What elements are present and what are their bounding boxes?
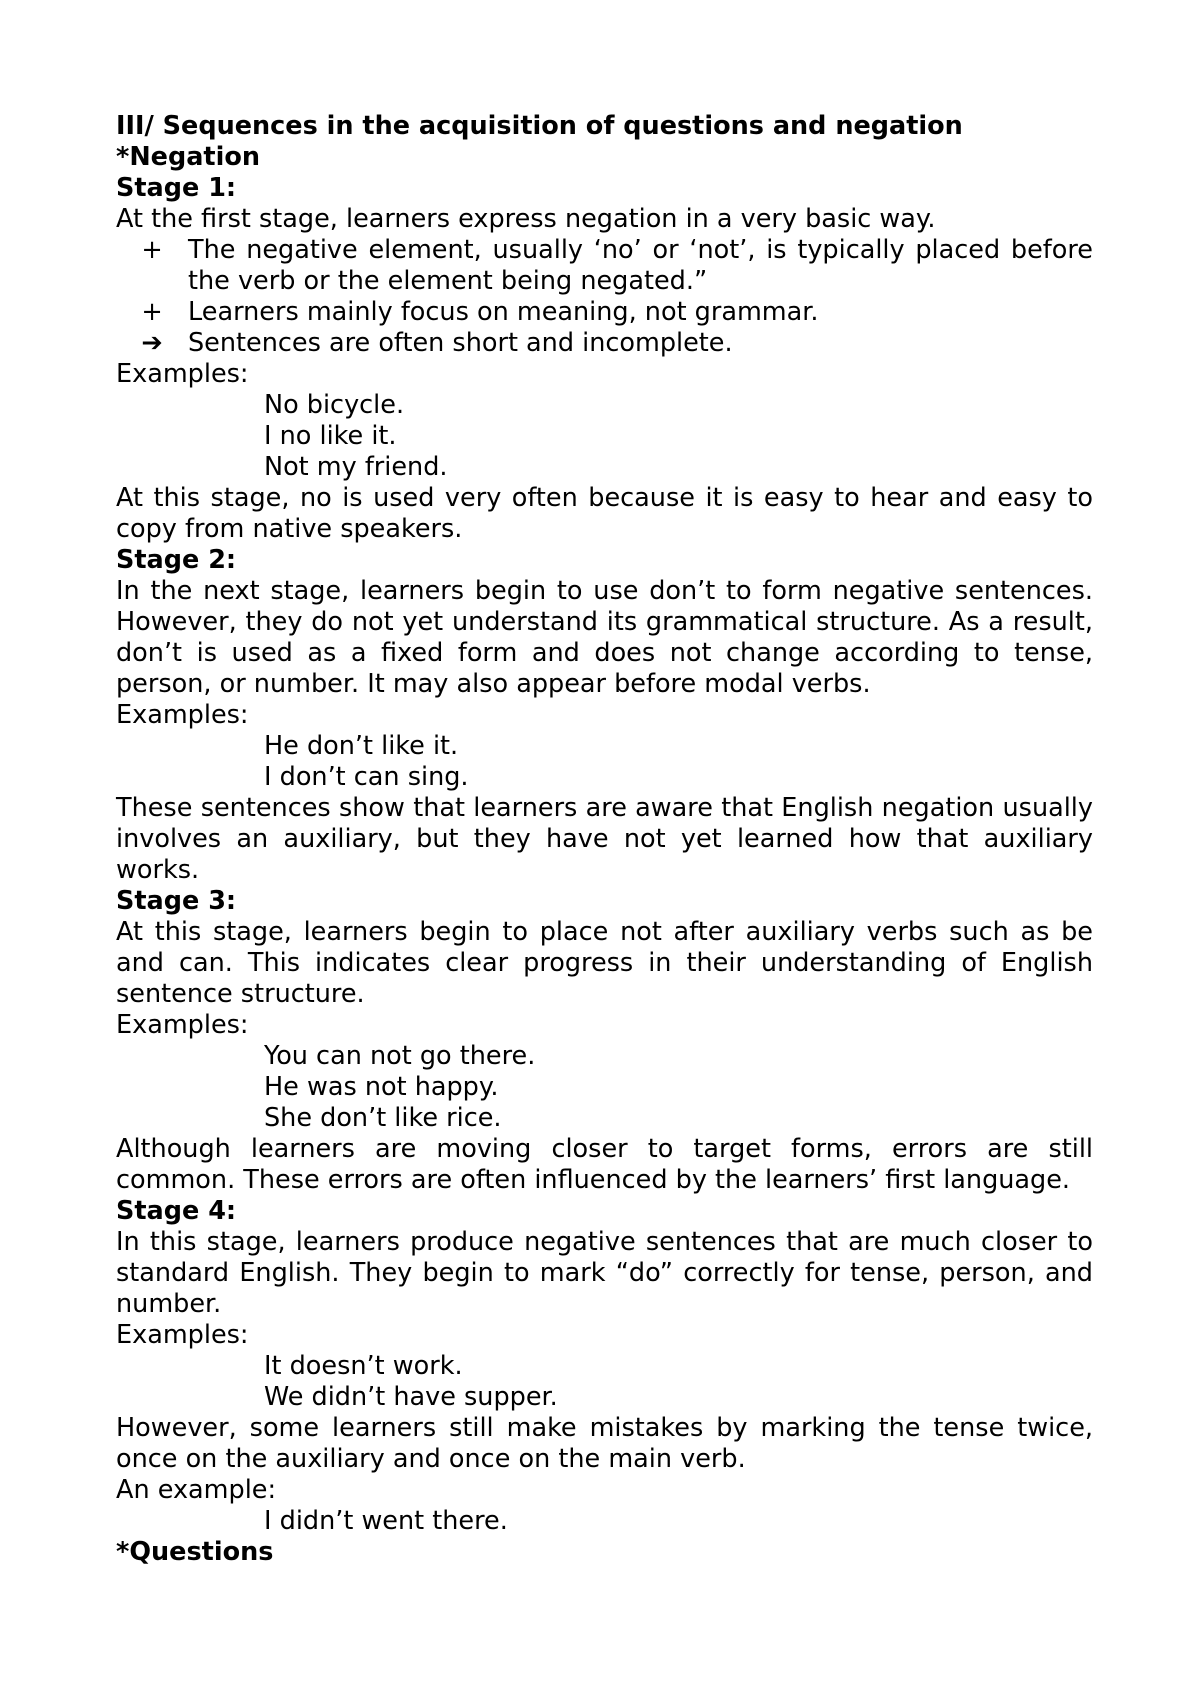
examples-label: Examples: [116,359,249,389]
example-sentence: No bicycle. [264,390,405,420]
stage2-intro: In the next stage, learners begin to use don’t to form negative sentences. However, they do not yet understand its grammatical structure. As a result, don’t is used as a fixed form and does not change according to tense, person, or number. It may also appear before modal verbs. [116,576,1093,699]
example-label: An example: [116,1475,277,1505]
stage2-heading: Stage 2: [116,545,237,575]
example-sentence: It doesn’t work. [264,1351,463,1381]
plus-bullet-icon: + [141,297,163,327]
section-title: III/ Sequences in the acquisition of questions and negation [116,111,963,141]
examples-label: Examples: [116,1320,249,1350]
stage2-note: These sentences show that learners are aware that English negation usually involves an auxiliary, but they have not yet learned how that auxiliary works. [116,793,1093,885]
bullet-text: The negative element, usually ‘no’ or ‘not’, is typically placed before the verb or the element being negated.” [188,235,1093,296]
examples-label: Examples: [116,700,249,730]
stage3-intro: At this stage, learners begin to place not after auxiliary verbs such as be and can. This indicates clear progress in their understanding of English sentence structure. [116,917,1093,1009]
stage1-bullet [116,297,1093,328]
example-sentence: I don’t can sing. [264,762,469,792]
stage1-note: At this stage, no is used very often because it is easy to hear and easy to copy from native speakers. [116,483,1093,544]
stage1-bullet [116,235,1093,297]
example-sentence: He don’t like it. [264,731,459,761]
bullet-text: Learners mainly focus on meaning, not grammar. [188,297,819,327]
example-sentence: Not my friend. [264,452,448,482]
negation-heading: *Negation [116,142,261,172]
document-page [116,111,1093,1568]
questions-heading: *Questions [116,1537,274,1567]
stage1-intro: At the first stage, learners express negation in a very basic way. [116,204,936,234]
arrow-right-icon: ➔ [141,328,163,358]
stage4-note: However, some learners still make mistakes by marking the tense twice, once on the auxiliary and once on the main verb. [116,1413,1093,1474]
example-sentence: She don’t like rice. [264,1103,502,1133]
stage3-heading: Stage 3: [116,886,237,916]
example-sentence: He was not happy. [264,1072,499,1102]
stage3-note: Although learners are moving closer to target forms, errors are still common. These errors are often influenced by the learners’ first language. [116,1134,1093,1195]
example-sentence: I no like it. [264,421,397,451]
plus-bullet-icon: + [141,235,163,265]
stage1-heading: Stage 1: [116,173,237,203]
stage4-intro: In this stage, learners produce negative sentences that are much closer to standard English. They begin to mark “do” correctly for tense, person, and number. [116,1227,1093,1319]
stage4-heading: Stage 4: [116,1196,237,1226]
stage1-conclusion [116,328,1093,359]
example-sentence: I didn’t went there. [264,1506,508,1536]
conclusion-text: Sentences are often short and incomplete. [188,328,733,358]
example-sentence: We didn’t have supper. [264,1382,558,1412]
example-sentence: You can not go there. [264,1041,536,1071]
examples-label: Examples: [116,1010,249,1040]
